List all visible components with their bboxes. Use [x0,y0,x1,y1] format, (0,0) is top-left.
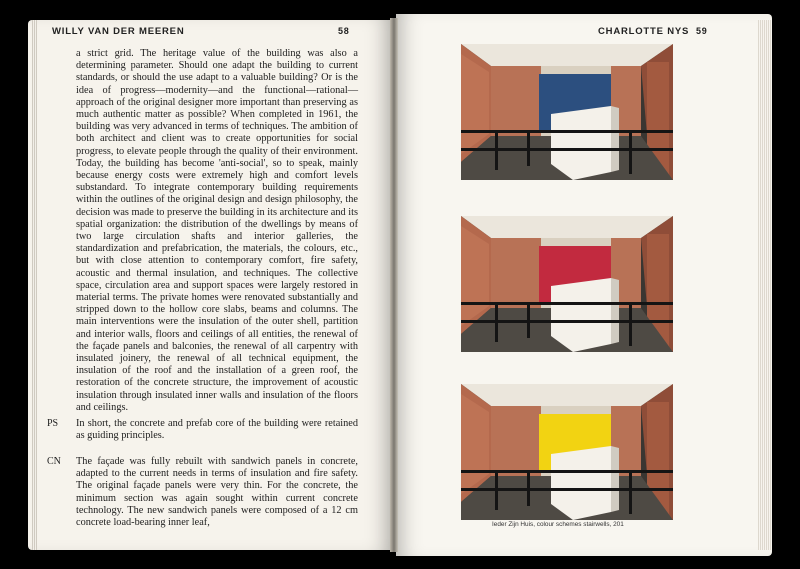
book-gutter [390,18,398,552]
cn-tag: CN [47,456,61,467]
ps-tag: PS [47,418,59,429]
stairwell-photo-blue [461,44,673,180]
stairwell-image [461,44,673,180]
photo-caption: Ieder Zijn Huis, colour schemes stairwells, 201 [492,521,624,528]
left-page-number: 58 [338,26,350,36]
ps-section [47,418,358,442]
cn-paragraph: The façade was fully rebuilt with sandwich panels in concrete, adapted to the current needs in terms of insulation and fire safety. The original façade panels were very thin. For the concrete, the minimum section was again sought within current concrete technology. The new sandwich panels were composed of a 12 cm concrete load-bearing inner leaf, [76,456,358,529]
paragraph-text: a strict grid. The heritage value of the building was also a determining parameter. Should one adapt the building to current standards, or should the use adapt to a valuable building? Or is the idea of progress—modernity—and the functional—rational—approach of the original designer more important than preserving as much authentic matter as possible? When completed in 1961, the building was very advanced in terms of techniques. The ambition of both architect and client was to create opportunities for social progress, to elevate people through the quality of their environment. Today, the building has become 'anti-social', so to speak, mainly because energy costs were extremely high and comfort levels substandard. To integrate contemporary building requirements within the outlines of the original design and design philosophy, the decision was made to preserve the building in its architecture and its spatial organization: the distribution of the dwellings by means of two large circulation shafts and interior galleries, the standardization and prefabrication, the materials, the colours, etc., but with close attention to contemporary comfort, fire safety, acoustic and thermal insulation, and techniques. The collective space, circulation area and support spaces were largely restored in material terms. The private homes were renovated substantially and stripped down to the hollow core slabs, beams and columns. The main interventions were the insulation of the outer shell, partition and interior walls, floors and ceilings of all entities, the renewal of the façade panels and balconies, the renewal of all carpentry with insulated joinery, the renewal of all technical equipment, the insulation of the roof and the installation of a green roof, the restoration of the concrete structure, the improvement of acoustic insulation through insulated inner walls and insulation of the floors and ceilings. [76,48,358,413]
left-running-head: WILLY VAN DER MEEREN [52,26,185,37]
ps-paragraph: In short, the concrete and prefab core of the building were retained as guiding principles. [76,418,358,442]
stairwell-photo-red [461,216,673,352]
stairwell-image [461,216,673,352]
right-running-head: CHARLOTTE NYS [598,26,690,37]
right-page-number: 59 [696,26,708,36]
cn-section [47,456,358,529]
main-paragraph [76,48,358,414]
stairwell-photo-yellow [461,384,673,520]
stairwell-image [461,384,673,520]
